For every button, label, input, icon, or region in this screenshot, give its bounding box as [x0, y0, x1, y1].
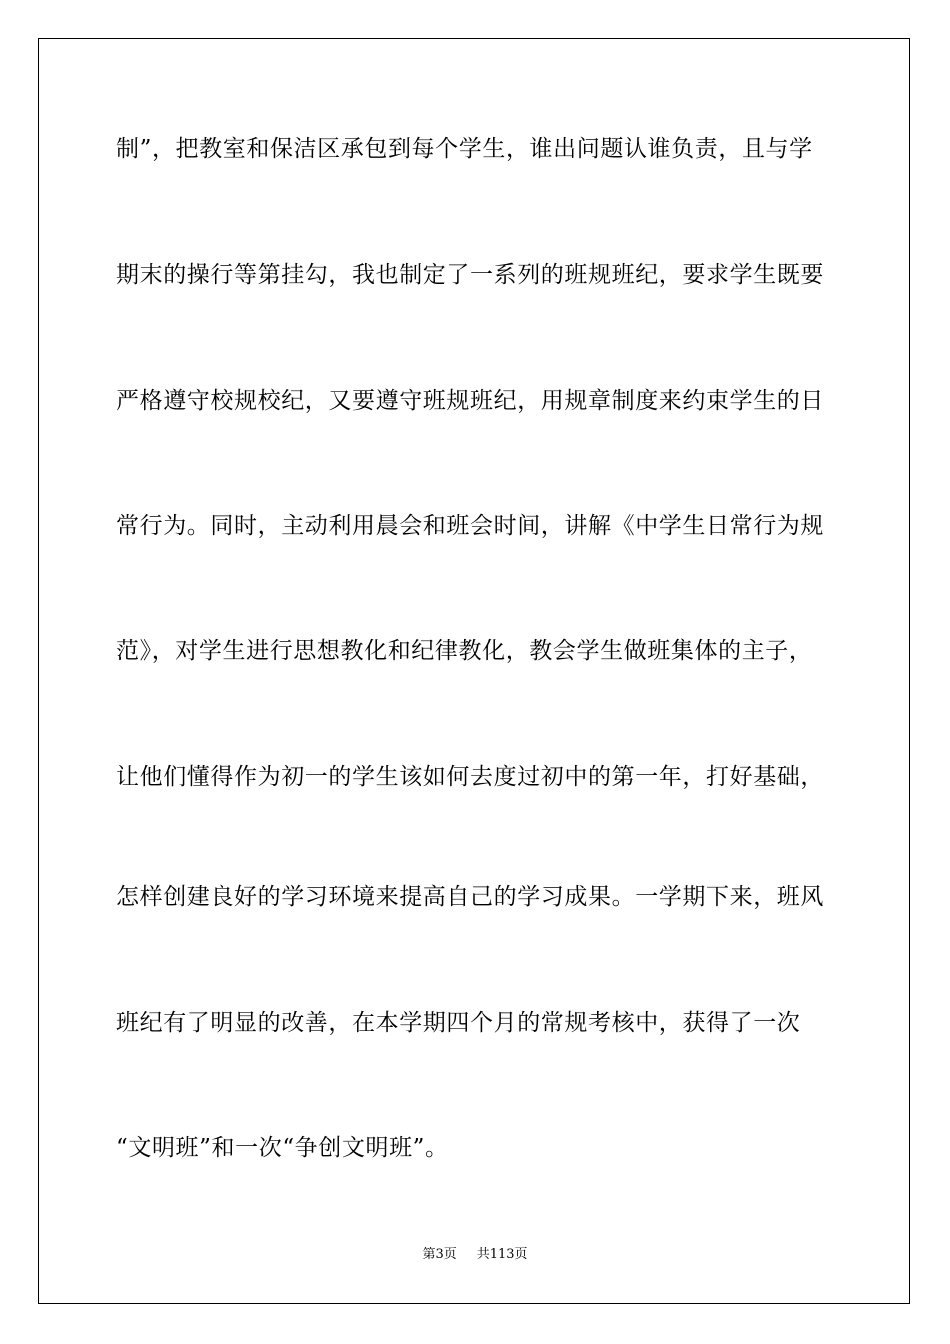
body-text-line: 制”，把教室和保洁区承包到每个学生，谁出问题认谁负责，且与学	[116, 136, 813, 162]
body-text-line: 范》，对学生进行思想教化和纪律教化，教会学生做班集体的主子，	[116, 638, 813, 664]
page-number: 第3页	[422, 1247, 457, 1262]
body-text-line: 期末的操行等第挂勾，我也制定了一系列的班规班纪，要求学生既要	[116, 262, 824, 288]
body-text-line: 常行为。同时，主动利用晨会和班会时间，讲解《中学生日常行为规	[116, 513, 824, 539]
body-text-line: 严格遵守校规校纪，又要遵守班规班纪，用规章制度来约束学生的日	[116, 388, 824, 414]
body-text-line: 怎样创建良好的学习环境来提高自己的学习成果。一学期下来，班风	[116, 884, 824, 910]
body-text-line: 让他们懂得作为初一的学生该如何去度过初中的第一年，打好基础，	[116, 764, 824, 790]
page-total: 共113页	[476, 1247, 528, 1262]
body-text-line: 班纪有了明显的改善，在本学期四个月的常规考核中，获得了一次	[116, 1010, 801, 1036]
page-frame	[38, 38, 910, 1304]
page-footer	[0, 1246, 950, 1264]
body-text-line: “文明班”和一次“争创文明班”。	[116, 1135, 449, 1161]
